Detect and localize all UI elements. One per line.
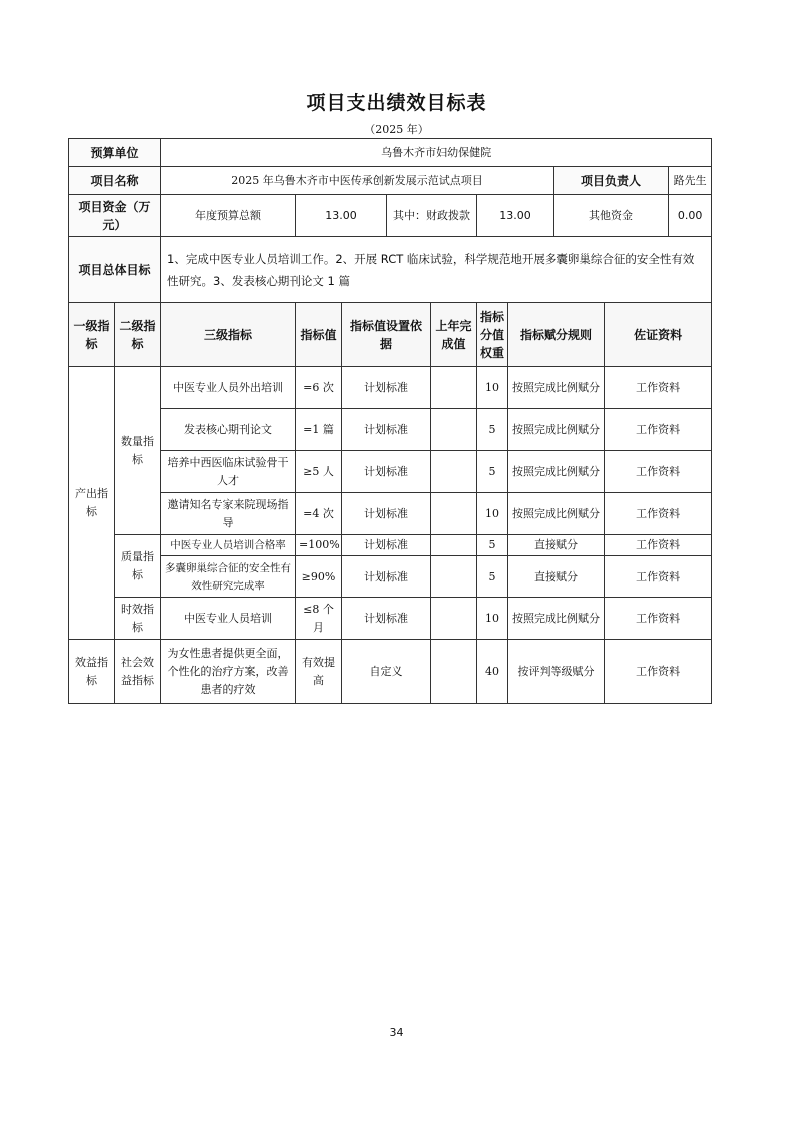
indicator-rule: 按照完成比例赋分: [508, 409, 605, 451]
indicator-evidence: 工作资料: [605, 493, 712, 535]
indicator-name: 中医专业人员培训合格率: [161, 535, 296, 556]
indicator-basis: 计划标准: [342, 598, 431, 640]
indicator-evidence: 工作资料: [605, 556, 712, 598]
annual-total-label: 年度预算总额: [161, 195, 296, 237]
indicator-name: 中医专业人员培训: [161, 598, 296, 640]
indicator-weight: 5: [477, 451, 508, 493]
project-leader-label: 项目负责人: [554, 167, 669, 195]
indicator-weight: 5: [477, 409, 508, 451]
indicator-basis: 计划标准: [342, 535, 431, 556]
overall-goal-value: 1、完成中医专业人员培训工作。2、开展 RCT 临床试验，科学规范地开展多囊卵巢综合征的安全性有效性研究。3、发表核心期刊论文 1 篇: [161, 237, 712, 303]
indicator-evidence: 工作资料: [605, 409, 712, 451]
indicator-basis: 计划标准: [342, 556, 431, 598]
group-quantity: 数量指标: [115, 367, 161, 535]
table-row: [69, 598, 712, 640]
header-basis: 指标值设置依据: [342, 303, 431, 367]
header-rule: 指标赋分规则: [508, 303, 605, 367]
indicator-value: =100%: [296, 535, 342, 556]
indicator-last-year: [431, 367, 477, 409]
group-social: 社会效益指标: [115, 640, 161, 704]
project-funds-label: 项目资金（万元）: [69, 195, 161, 237]
project-name-value: 2025 年乌鲁木齐市中医传承创新发展示范试点项目: [161, 167, 554, 195]
indicator-name: 中医专业人员外出培训: [161, 367, 296, 409]
header-value: 指标值: [296, 303, 342, 367]
indicator-value: =1 篇: [296, 409, 342, 451]
indicator-name: 邀请知名专家来院现场指导: [161, 493, 296, 535]
indicator-weight: 5: [477, 556, 508, 598]
indicator-value: ≥5 人: [296, 451, 342, 493]
indicator-weight: 10: [477, 493, 508, 535]
indicator-basis: 计划标准: [342, 409, 431, 451]
year-label: （2025 年）: [364, 123, 429, 136]
indicator-evidence: 工作资料: [605, 367, 712, 409]
budget-unit-label: 预算单位: [69, 139, 161, 167]
indicator-basis: 计划标准: [342, 493, 431, 535]
table-row: [69, 451, 712, 493]
indicator-last-year: [431, 409, 477, 451]
header-level1: 一级指标: [69, 303, 115, 367]
header-level3: 三级指标: [161, 303, 296, 367]
indicator-value: ≥90%: [296, 556, 342, 598]
indicator-weight: 10: [477, 367, 508, 409]
group-benefit: 效益指标: [69, 640, 115, 704]
group-output: 产出指标: [69, 367, 115, 640]
indicator-basis: 计划标准: [342, 367, 431, 409]
project-leader-value: 路先生: [669, 167, 712, 195]
indicator-rule: 直接赋分: [508, 556, 605, 598]
group-timeliness: 时效指标: [115, 598, 161, 640]
table-row: [69, 556, 712, 598]
indicator-last-year: [431, 556, 477, 598]
page-title: 项目支出绩效目标表: [306, 92, 487, 114]
indicator-rule: 按照完成比例赋分: [508, 367, 605, 409]
indicator-last-year: [431, 493, 477, 535]
header-weight: 指标分值权重: [477, 303, 508, 367]
indicator-rule: 按评判等级赋分: [508, 640, 605, 704]
indicator-rule: 按照完成比例赋分: [508, 451, 605, 493]
indicator-evidence: 工作资料: [605, 640, 712, 704]
other-funds-label: 其他资金: [554, 195, 669, 237]
indicator-name: 为女性患者提供更全面，个性化的治疗方案，改善患者的疗效: [161, 640, 296, 704]
indicator-last-year: [431, 535, 477, 556]
header-evidence: 佐证资料: [605, 303, 712, 367]
indicator-name: 发表核心期刊论文: [161, 409, 296, 451]
table-row: [69, 367, 712, 409]
fiscal-value: 13.00: [477, 195, 554, 237]
indicator-evidence: 工作资料: [605, 535, 712, 556]
table-row: [69, 493, 712, 535]
indicator-rule: 按照完成比例赋分: [508, 493, 605, 535]
fiscal-label: 其中：财政拨款: [387, 195, 477, 237]
indicator-value: 有效提高: [296, 640, 342, 704]
header-level2: 二级指标: [115, 303, 161, 367]
indicator-basis: 自定义: [342, 640, 431, 704]
header-last-year: 上年完成值: [431, 303, 477, 367]
indicator-name: 多囊卵巢综合征的安全性有效性研究完成率: [161, 556, 296, 598]
indicator-value: ≤8 个月: [296, 598, 342, 640]
performance-target-table: [68, 138, 712, 704]
indicator-rule: 按照完成比例赋分: [508, 598, 605, 640]
page-number: 34: [389, 1026, 404, 1039]
indicator-name: 培养中西医临床试验骨干人才: [161, 451, 296, 493]
indicator-last-year: [431, 640, 477, 704]
project-name-label: 项目名称: [69, 167, 161, 195]
table-row: [69, 535, 712, 556]
indicator-basis: 计划标准: [342, 451, 431, 493]
indicator-weight: 40: [477, 640, 508, 704]
indicator-weight: 5: [477, 535, 508, 556]
indicator-last-year: [431, 598, 477, 640]
group-quality: 质量指标: [115, 535, 161, 598]
indicator-evidence: 工作资料: [605, 451, 712, 493]
table-row: [69, 640, 712, 704]
annual-total-value: 13.00: [296, 195, 387, 237]
indicator-rule: 直接赋分: [508, 535, 605, 556]
indicator-value: =6 次: [296, 367, 342, 409]
indicator-last-year: [431, 451, 477, 493]
other-funds-value: 0.00: [669, 195, 712, 237]
indicator-evidence: 工作资料: [605, 598, 712, 640]
budget-unit-value: 乌鲁木齐市妇幼保健院: [161, 139, 712, 167]
table-row: [69, 409, 712, 451]
overall-goal-label: 项目总体目标: [69, 237, 161, 303]
indicator-weight: 10: [477, 598, 508, 640]
indicator-value: =4 次: [296, 493, 342, 535]
